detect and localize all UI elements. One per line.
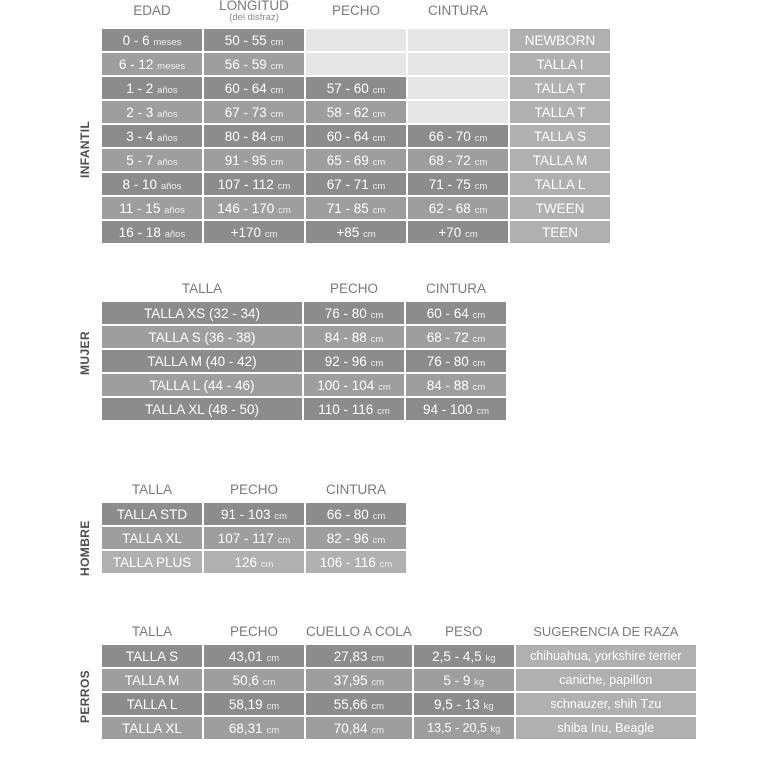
column-header-talla: TALLA [181, 281, 223, 296]
cell-longitud: 67 - 73 cm [204, 101, 304, 123]
cell-cintura: 84 - 88 cm [406, 374, 506, 396]
cell-talla: TALLA XS (32 - 34) [102, 302, 302, 324]
section-label-hombre: HOMBRE [78, 520, 92, 576]
cell-pecho: 60 - 64 cm [306, 125, 406, 147]
cell-pecho: 76 - 80 cm [304, 302, 404, 324]
table-row [102, 374, 506, 396]
cell-longitud: 80 - 84 cm [204, 125, 304, 147]
cell-pecho: 92 - 96 cm [304, 350, 404, 372]
cell-edad: 16 - 18 años [102, 221, 202, 243]
cell-longitud: 56 - 59 cm [204, 53, 304, 75]
cell-pecho: 84 - 88 cm [304, 326, 404, 348]
cell-raza: caniche, papillon [516, 669, 696, 691]
cell-pecho: 57 - 60 cm [306, 77, 406, 99]
cell-pecho-empty [306, 53, 406, 75]
cell-talla: TALLA XL (48 - 50) [102, 398, 302, 420]
table-row [102, 29, 610, 51]
column-header-talla: TALLA [131, 482, 173, 497]
cell-cintura: 66 - 70 cm [408, 125, 508, 147]
table-row [102, 350, 506, 372]
cell-cintura: 106 - 116 cm [306, 551, 406, 573]
cell-cuello-a-cola: 70,84 cm [306, 717, 412, 739]
section-hombre [78, 478, 408, 576]
cell-cintura: 82 - 96 cm [306, 527, 406, 549]
cell-talla: TALLA M [102, 669, 202, 691]
cell-pecho: 71 - 85 cm [306, 197, 406, 219]
table-hombre [100, 478, 408, 575]
cell-cintura-empty [408, 101, 508, 123]
cell-pecho: 50,6 cm [204, 669, 304, 691]
cell-pecho: +85 cm [306, 221, 406, 243]
cell-pecho: 126 cm [204, 551, 304, 573]
table-row [102, 173, 610, 195]
cell-peso: 9,5 - 13 kg [414, 693, 514, 715]
cell-edad: 0 - 6 meses [102, 29, 202, 51]
column-header-pecho: PECHO [331, 3, 380, 18]
cell-cintura: 66 - 80 cm [306, 503, 406, 525]
column-header-pecho: PECHO [229, 482, 278, 497]
table-row [102, 302, 506, 324]
section-mujer [78, 277, 508, 422]
cell-talla: TALLA T [510, 101, 610, 123]
cell-talla: TALLA S [102, 645, 202, 667]
cell-pecho: 43,01 cm [204, 645, 304, 667]
cell-talla: TALLA STD [102, 503, 202, 525]
cell-cintura-empty [408, 77, 508, 99]
cell-pecho-empty [306, 29, 406, 51]
cell-talla: TALLA S (36 - 38) [102, 326, 302, 348]
cell-raza: schnauzer, shih Tzu [516, 693, 696, 715]
cell-edad: 8 - 10 años [102, 173, 202, 195]
cell-longitud: 107 - 112 cm [204, 173, 304, 195]
cell-cuello-a-cola: 27,83 cm [306, 645, 412, 667]
cell-talla: TALLA M [510, 149, 610, 171]
cell-cintura: 71 - 75 cm [408, 173, 508, 195]
cell-raza: chihuahua, yorkshire terrier [516, 645, 696, 667]
section-label-infantil: INFANTIL [78, 120, 92, 178]
cell-pecho: 68,31 cm [204, 717, 304, 739]
column-header-talla: TALLA [131, 624, 173, 639]
cell-pecho: 67 - 71 cm [306, 173, 406, 195]
cell-talla: TALLA XL [102, 717, 202, 739]
cell-talla: TALLA L (44 - 46) [102, 374, 302, 396]
cell-cintura-empty [408, 53, 508, 75]
section-label-mujer: MUJER [78, 331, 92, 376]
cell-cintura: 76 - 80 cm [406, 350, 506, 372]
table-infantil [100, 0, 612, 245]
cell-pecho: 58,19 cm [204, 693, 304, 715]
column-header-cintura: CINTURA [428, 3, 488, 18]
cell-raza: shiba Inu, Beagle [516, 717, 696, 739]
column-header-sugerencia-de-raza: SUGERENCIA DE RAZA [533, 624, 679, 639]
cell-cintura: 94 - 100 cm [406, 398, 506, 420]
cell-cuello-a-cola: 37,95 cm [306, 669, 412, 691]
cell-talla: TALLA T [510, 77, 610, 99]
table-header-row [102, 622, 696, 643]
cell-talla: TEEN [510, 221, 610, 243]
cell-cuello-a-cola: 55,66 cm [306, 693, 412, 715]
table-row [102, 149, 610, 171]
cell-longitud: 50 - 55 cm [204, 29, 304, 51]
cell-edad: 11 - 15 años [102, 197, 202, 219]
cell-pecho: 65 - 69 cm [306, 149, 406, 171]
column-header-cintura: CINTURA [426, 281, 486, 296]
cell-talla: TWEEN [510, 197, 610, 219]
cell-cintura: +70 cm [408, 221, 508, 243]
column-header-talla [510, 0, 610, 27]
cell-pecho: 91 - 103 cm [204, 503, 304, 525]
cell-talla: TALLA XL [102, 527, 202, 549]
table-row [102, 77, 610, 99]
section-perros [78, 620, 698, 741]
table-row [102, 717, 696, 739]
table-row [102, 669, 696, 691]
table-row [102, 221, 610, 243]
table-header-row [102, 480, 406, 501]
cell-edad: 1 - 2 años [102, 77, 202, 99]
table-row [102, 125, 610, 147]
cell-talla: TALLA I [510, 53, 610, 75]
column-header-cintura: CINTURA [326, 482, 386, 497]
cell-longitud: +170 cm [204, 221, 304, 243]
column-header-longitud: LONGITUD (del disfraz) [219, 0, 289, 23]
table-header-row [102, 0, 610, 27]
cell-edad: 3 - 4 años [102, 125, 202, 147]
table-row [102, 645, 696, 667]
table-row [102, 197, 610, 219]
section-infantil [78, 0, 612, 245]
cell-pecho: 110 - 116 cm [304, 398, 404, 420]
cell-talla: TALLA L [102, 693, 202, 715]
column-header-edad: EDAD [133, 3, 171, 18]
table-header-row [102, 279, 506, 300]
cell-peso: 13,5 - 20,5 kg [414, 717, 514, 739]
cell-cintura: 62 - 68 cm [408, 197, 508, 219]
table-row [102, 503, 406, 525]
table-row [102, 527, 406, 549]
column-header-peso: PESO [445, 624, 483, 639]
table-row [102, 326, 506, 348]
cell-talla: TALLA M (40 - 42) [102, 350, 302, 372]
column-header-pecho: PECHO [229, 624, 278, 639]
table-row [102, 551, 406, 573]
cell-edad: 2 - 3 años [102, 101, 202, 123]
cell-cintura: 60 - 64 cm [406, 302, 506, 324]
table-row [102, 53, 610, 75]
column-header-pecho: PECHO [329, 281, 378, 296]
cell-cintura: 68 - 72 cm [408, 149, 508, 171]
cell-peso: 2,5 - 4,5 kg [414, 645, 514, 667]
cell-cintura: 68 - 72 cm [406, 326, 506, 348]
cell-talla: NEWBORN [510, 29, 610, 51]
cell-pecho: 107 - 117 cm [204, 527, 304, 549]
table-row [102, 693, 696, 715]
section-label-perros: PERROS [78, 669, 92, 723]
cell-peso: 5 - 9 kg [414, 669, 514, 691]
cell-pecho: 58 - 62 cm [306, 101, 406, 123]
cell-talla: TALLA PLUS [102, 551, 202, 573]
cell-pecho: 100 - 104 cm [304, 374, 404, 396]
cell-longitud: 60 - 64 cm [204, 77, 304, 99]
cell-edad: 5 - 7 años [102, 149, 202, 171]
table-row [102, 101, 610, 123]
cell-longitud: 91 - 95 cm [204, 149, 304, 171]
table-perros [100, 620, 698, 741]
cell-talla: TALLA S [510, 125, 610, 147]
cell-longitud: 146 - 170 cm [204, 197, 304, 219]
cell-talla: TALLA L [510, 173, 610, 195]
table-row [102, 398, 506, 420]
cell-cintura-empty [408, 29, 508, 51]
cell-edad: 6 - 12 meses [102, 53, 202, 75]
table-mujer [100, 277, 508, 422]
column-header-cuello-a-cola: CUELLO A COLA [306, 624, 412, 639]
